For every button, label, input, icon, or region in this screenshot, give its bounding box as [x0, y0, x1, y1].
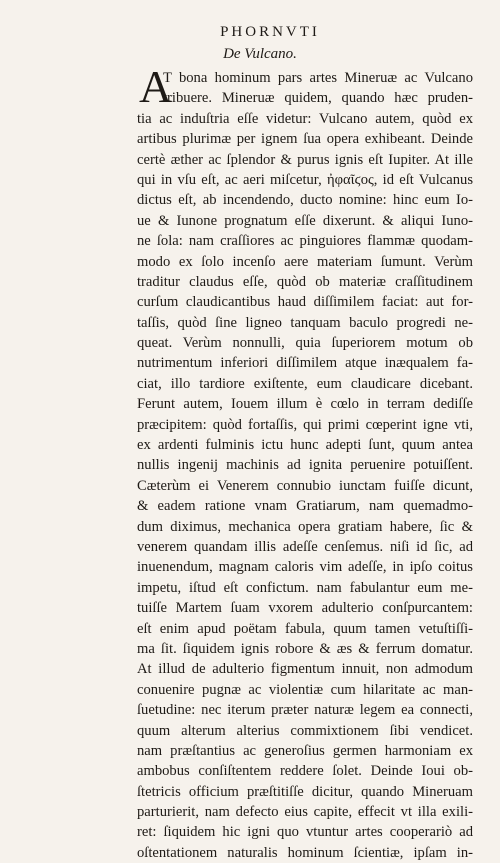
text-line: At illud de adulterio figmentum innuit, non admodum — [137, 661, 473, 678]
text-line: dictus eſt, ab incendendo, ducto nomine: hinc eum Io- — [137, 192, 473, 209]
text-line: traditur claudus eſſe, quòd ob materiæ craſſitudinem — [137, 273, 473, 290]
text-line: curſum claudicantibus haud diſſimilem faciat: aut for- — [137, 294, 473, 311]
text-line: nullis ingenij machinis ad ignita peruenire potuiſſent. — [137, 457, 473, 474]
text-line: ret: ſiquidem hic igni quo vtuntur artes cooperariò ad — [137, 824, 473, 841]
text-line: taſſis, quòd ſine ligneo tanquam baculo progredi ne- — [137, 314, 473, 331]
section-title: De Vulcano. — [223, 46, 297, 62]
text-line: T bona hominum pars artes Mineruæ ac Vulcano — [163, 70, 473, 86]
text-line: ciat, illo tardiore exiſtente, eum claudicare dicebant. — [137, 375, 473, 392]
text-line: præcipitem: quòd fortaſſis, qui primi cœperint igne vti, — [137, 416, 473, 433]
text-line: eſt enim apud poëtam fabula, quum tamen vetuſtiſſi- — [137, 620, 473, 637]
text-line: nam præſtantius ac generoſius germen harmoniam ex — [137, 742, 473, 759]
text-line: dum diximus, mechanica opera gratiam habere, ſic & — [137, 518, 473, 535]
text-line: ſuetudine: nec iterum præter naturæ legem ea connecti, — [137, 702, 473, 719]
body-text — [137, 68, 473, 863]
text-line: qui in vſu eſt, ac aeri miſcetur, ἠφαῖϛος, id eſt Vulcanus — [137, 171, 473, 188]
text-line: queat. Verùm nonnulli, quia ſuperiorem motum ob — [137, 335, 473, 352]
text-line: nutrimentum inferiori diſſimilem atque inæqualem fa- — [137, 355, 473, 372]
text-line: parturierit, nam defecto eius capite, effecit vt illa exili- — [137, 804, 473, 821]
text-line: inuenendum, magnam caloris vim adeſſe, in ipſo coitus — [137, 559, 473, 576]
text-line: ambobus conſiſtentem reddere ſolet. Deinde Ioui ob- — [137, 763, 473, 780]
text-line: ma ſit. ſiquidem ignis robore & æs & ferrum domatur. — [137, 640, 473, 657]
text-line: ue & Iunone prognatum eſſe dixerunt. & aliqui Iuno- — [137, 212, 473, 229]
text-line: tuiſſe Martem ſuam vxorem adulterio conſpurcantem: — [137, 600, 473, 617]
text-line: oſtentationem naturalis hominum ſcientiæ, ipſam in- — [137, 844, 473, 861]
text-line: quum alterum alterius commixtionem ſibi vendicet. — [137, 722, 473, 739]
text-line: artibus plurimæ per ignem ſua opera exhibeant. Deinde — [137, 131, 473, 148]
drop-cap: A — [139, 61, 173, 112]
text-line: ne ſola: nam craſſiores ac pinguiores flammæ quodam- — [137, 233, 473, 250]
text-line: ſtetricis officium præſtitiſſe dicitur, quando Mineruam — [137, 783, 473, 800]
text-line: & eadem ratione vnam Gratiarum, nam quemadmo- — [137, 498, 473, 515]
text-line: modo ex ſolo incenſo aere materiam ſumunt. Verùm — [137, 253, 473, 270]
text-line: conuenire pugnæ ac violentiæ cum hilaritate ac man- — [137, 681, 473, 698]
text-line: ex ardenti fulminis ictu hunc adepti ſunt, quum antea — [137, 437, 473, 454]
text-line: certè æther ac ſplendor & purus ignis eſt Iupiter. At ille — [137, 151, 473, 168]
text-line: tribuere. Mineruæ quidem, quando hæc pruden- — [163, 90, 473, 107]
text-line: impetu, iſtud eſt confictum. nam fabulantur eum me- — [137, 579, 473, 596]
text-line: Cæterùm ei Venerem connubio iunctam fuiſſe dicunt, — [137, 477, 473, 494]
text-line: tia ac induſtria eſſe videtur: Vulcano autem, quòd ex — [137, 110, 473, 127]
running-head: PHORNVTI — [220, 24, 320, 40]
text-line: venerem quandam illis adeſſe cenſemus. niſi id ſic, ad — [137, 538, 473, 555]
text-line: Ferunt autem, Iouem illum è cœlo in terram dediſſe — [137, 396, 473, 413]
